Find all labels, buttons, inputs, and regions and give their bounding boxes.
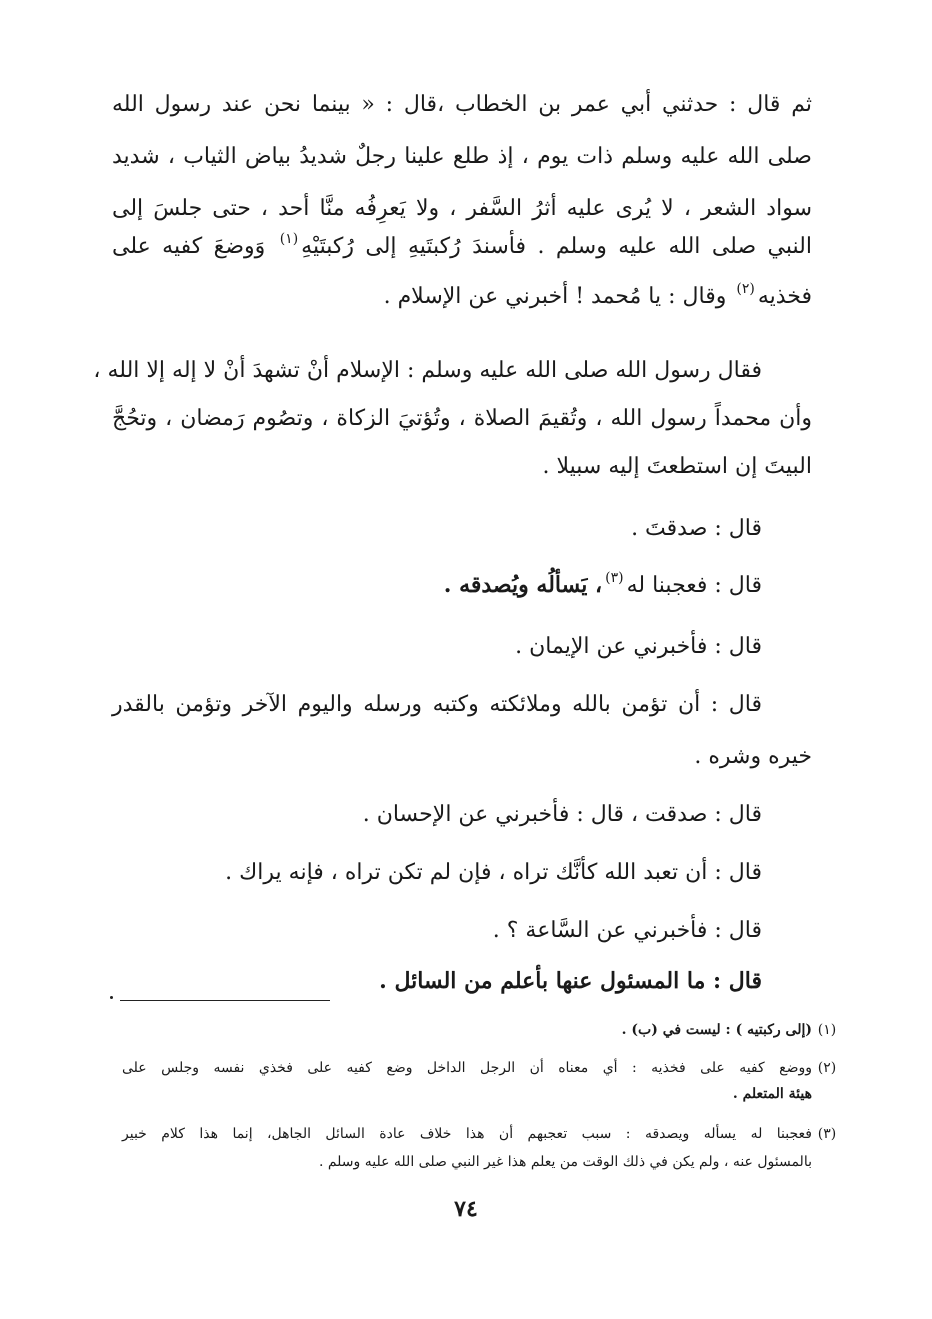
- text-segment: فخذيه: [757, 284, 812, 309]
- footnote-text: فعجبنا له يسأله ويصدقه : سبب تعجبهم أن هذا خلاف عادة السائل الجاهل، إنما هذا كلام خبير: [122, 1126, 812, 1142]
- dialogue-line: قال : ما المسئول عنها بأعلم من السائل .: [379, 968, 762, 994]
- text-line: ثم قال : حدثني أبي عمر بن الخطاب ،قال : « بينما نحن عند رسول الله: [112, 92, 812, 117]
- text-segment: قال : فعجبنا له: [626, 573, 762, 598]
- text-line: البيتَ إن استطعتَ إليه سبيلا .: [542, 454, 812, 479]
- dialogue-line: خيره وشره .: [694, 744, 812, 769]
- footnote-ref: (١): [279, 231, 299, 247]
- footnote-marker: (٢): [817, 1060, 837, 1076]
- text-segment: النبي صلى الله عليه وسلم . فأسندَ رُكبتَيهِ إلى رُكبتَيْهِ: [301, 234, 812, 259]
- dialogue-line: [112, 570, 762, 603]
- text-line: صلى الله عليه وسلم ذات يوم ، إذ طلع علينا رجلٌ شديدُ بياض الثياب ، شديد: [112, 144, 812, 169]
- page-number: ٧٤: [454, 1196, 478, 1222]
- footnote-marker: (١): [817, 1022, 837, 1038]
- footnote-text: ووضع كفيه على فخذيه : أي معناه أن الرجل الداخل وضع كفيه على فخذي نفسه وجلس على: [122, 1060, 812, 1076]
- text-segment: وقال : يا مُحمد ! أخبرني عن الإسلام .: [383, 284, 727, 309]
- footnote-ref: (٣): [605, 570, 624, 586]
- margin-dot: [110, 996, 113, 999]
- footnote-text: هيئة المتعلم .: [732, 1086, 812, 1102]
- footnote-text: بالمسئول عنه ، ولم يكن في ذلك الوقت من يعلم هذا غير النبي صلى الله عليه وسلم .: [318, 1154, 812, 1170]
- text-line: سواد الشعر ، لا يُرى عليه أثرُ السَّفر ، ولا يَعرِفُه منَّا أحد ، حتى جلسَ إلى: [112, 196, 812, 221]
- dialogue-line: قال : أن تعبد الله كأنَّك تراه ، فإن لم تكن تراه ، فإنه يراك .: [225, 860, 762, 885]
- text-line: وأن محمداً رسول الله ، وتُقيمَ الصلاة ، وتُؤتيَ الزكاة ، وتصُوم رَمضان ، وتحُجَّ: [112, 406, 812, 431]
- dialogue-line: قال : صدقت ، قال : فأخبرني عن الإحسان .: [362, 802, 762, 827]
- footnote-marker: (٣): [817, 1126, 837, 1142]
- footnote-ref: (٢): [736, 281, 755, 297]
- dialogue-line: قال : فأخبرني عن السَّاعة ؟ .: [492, 918, 762, 943]
- footnote-separator: [120, 1000, 330, 1001]
- text-line: [112, 282, 812, 314]
- text-segment: وَوضعَ كفيه على: [112, 234, 266, 259]
- dialogue-line: قال : صدقتَ .: [631, 516, 762, 541]
- dialogue-line: قال : أن تؤمن بالله وملائكته وكتبه ورسله واليوم الآخر وتؤمن بالقدر: [112, 692, 762, 717]
- text-segment: ، يَسألُه ويُصدقه .: [443, 572, 603, 598]
- text-line: فقال رسول الله صلى الله عليه وسلم : الإسلام أنْ تشهدَ أنْ لا إله إلا الله ،: [93, 358, 762, 383]
- footnote-text: (إلى ركبتيه ) : ليست في (ب) .: [621, 1022, 812, 1038]
- dialogue-line: قال : فأخبرني عن الإيمان .: [515, 634, 762, 659]
- text-line: [112, 232, 812, 264]
